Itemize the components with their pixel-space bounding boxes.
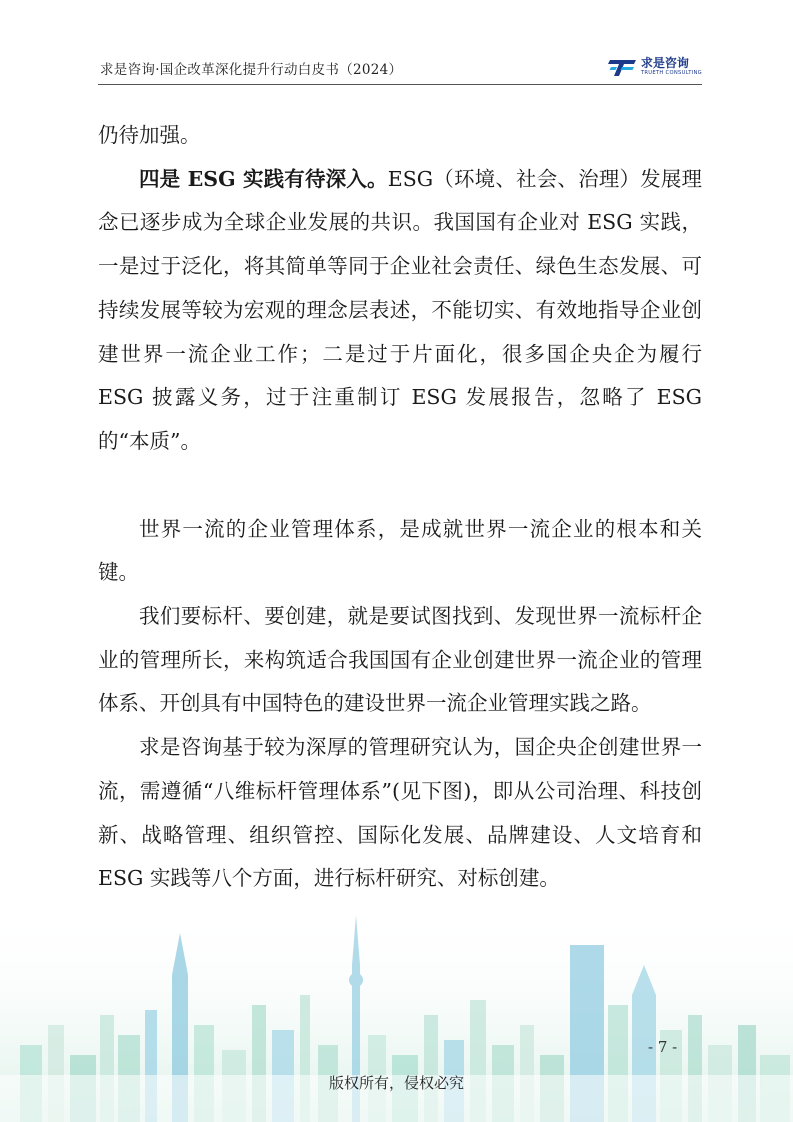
page-header (98, 52, 702, 85)
esg-heading: 四是 ESG 实践有待深入。 (139, 166, 388, 191)
copyright-footer: 版权所有，侵权必究 (328, 1074, 464, 1092)
company-logo (608, 54, 702, 80)
paragraph-management-system: 世界一流的企业管理体系，是成就世界一流企业的根本和关键。 (98, 516, 702, 585)
paragraph-esg (98, 158, 702, 464)
header-title: 求是咨询·国企改革深化提升行动白皮书（2024） (100, 62, 403, 78)
body-content (98, 114, 702, 901)
logo-chinese-text: 求是咨询 (640, 56, 689, 71)
paragraph-benchmark: 我们要标杆、要创建，就是要试图找到、发现世界一流标杆企业的管理所长，来构筑适合我国国有企业创建世界一流企业的管理体系、开创具有中国特色的建设世界一流企业管理实践之路。 (98, 604, 702, 716)
page-number: - 7 - (648, 1038, 678, 1056)
logo-english-text: TRUETH CONSULTING (640, 70, 702, 77)
paragraph-continuation: 仍待加强。 (98, 123, 201, 147)
paragraph-eight-dimensions: 求是咨询基于较为深厚的管理研究认为，国企央企创建世界一流，需遵循“八维标杆管理体系”(见下图)，即从公司治理、科技创新、战略管理、组织管控、国际化发展、品牌建设、人文培育和 ESG 实践等八个方面，进行标杆研究、对标创建。 (98, 735, 702, 891)
esg-text: ESG（环境、社会、治理）发展理念已逐步成为全球企业发展的共识。我国国有企业对 ESG 实践，一是过于泛化，将其简单等同于企业社会责任、绿色生态发展、可持续发展等较为宏观的理念层表述，不能切实、有效地指导企业创建世界一流企业工作；二是过于片面化，很多国企央企为履行 ESG 披露义务，过于注重制订 ESG 发展报告，忽略了 ESG 的“本质”。 (98, 166, 702, 453)
logo-mark-icon (608, 56, 638, 78)
